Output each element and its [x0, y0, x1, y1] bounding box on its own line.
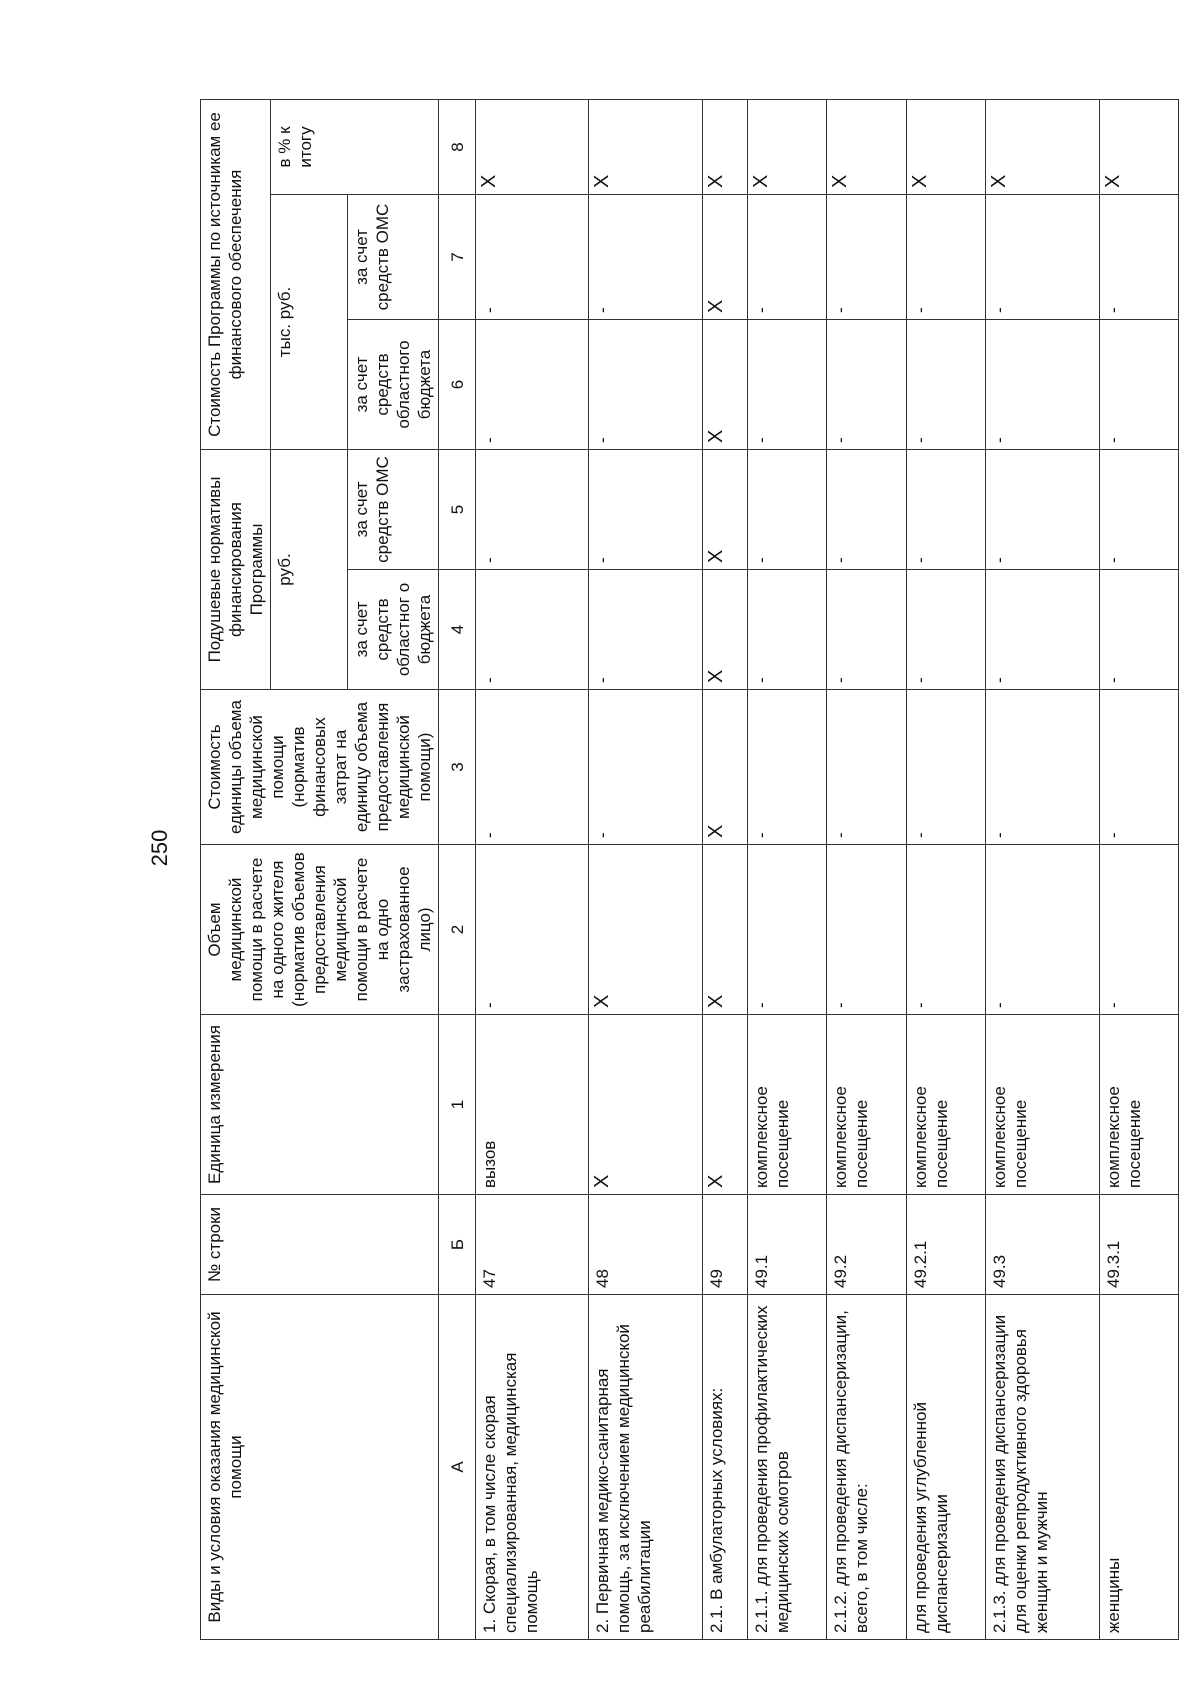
cell-cost-regional: -: [827, 320, 906, 450]
cell-percent-total: X: [986, 99, 1099, 194]
cell-per-capita-oms: X: [702, 450, 747, 570]
cell-unit-cost: -: [986, 690, 1099, 845]
cell-kind: 2.1.2. для проведения диспансеризации, всего, в том числе:: [827, 1295, 906, 1640]
table-row: [1099, 99, 1178, 1639]
cell-per-capita-regional: -: [476, 570, 589, 690]
cell-volume: -: [986, 845, 1099, 1015]
header-percent-total: в % к итогу: [271, 99, 439, 194]
cell-volume: -: [906, 845, 985, 1015]
cell-unit: комплексное посещение: [1099, 1015, 1178, 1195]
cell-per-capita-oms: -: [748, 450, 827, 570]
cell-unit-cost: -: [748, 690, 827, 845]
cell-unit: X: [702, 1015, 747, 1195]
table-body: [476, 99, 1179, 1639]
header-kinds: Виды и условия оказания медицинской помощи: [201, 1295, 439, 1640]
cell-unit-cost: -: [906, 690, 985, 845]
cell-line: 48: [589, 1195, 702, 1295]
cell-unit-cost: -: [827, 690, 906, 845]
header-cost-regional: за счет средств областного бюджета: [348, 320, 439, 450]
header-unit-thousand-rub: тыс. руб.: [271, 195, 348, 450]
cell-kind: 2.1.1. для проведения профилактических медицинских осмотров: [748, 1295, 827, 1640]
cell-percent-total: X: [827, 99, 906, 194]
page-number: 250: [147, 829, 172, 867]
cell-cost-oms: -: [827, 195, 906, 320]
table-row: [986, 99, 1099, 1639]
cell-cost-regional: -: [906, 320, 985, 450]
rotated-table-wrapper: [200, 100, 1144, 1640]
cell-unit-cost: -: [476, 690, 589, 845]
cell-unit-cost: -: [1099, 690, 1178, 845]
cell-per-capita-regional: -: [986, 570, 1099, 690]
cell-cost-oms: -: [748, 195, 827, 320]
cell-cost-regional: -: [986, 320, 1099, 450]
cell-unit-cost: X: [702, 690, 747, 845]
cell-cost-regional: X: [702, 320, 747, 450]
cell-unit: комплексное посещение: [986, 1015, 1099, 1195]
table-row: [589, 99, 702, 1639]
cell-cost-regional: -: [1099, 320, 1178, 450]
cell-cost-oms: -: [476, 195, 589, 320]
column-number: 6: [439, 320, 476, 450]
cell-kind: 2.1. В амбулаторных условиях:: [702, 1295, 747, 1640]
column-number: 7: [439, 195, 476, 320]
cell-volume: X: [702, 845, 747, 1015]
cell-volume: -: [827, 845, 906, 1015]
header-cost-oms: за счет средств ОМС: [348, 195, 439, 320]
header-per-capita-group: Подушевые нормативы финансирования Программы: [201, 450, 271, 690]
header-unit-cost: Стоимость единицы объема медицинской помощи (норматив финансовых затрат на единицу объема предоставления медицинской помощи): [201, 690, 439, 845]
cell-cost-oms: -: [1099, 195, 1178, 320]
cell-cost-regional: -: [589, 320, 702, 450]
column-number: 1: [439, 1015, 476, 1195]
cell-unit: X: [589, 1015, 702, 1195]
cell-per-capita-oms: -: [986, 450, 1099, 570]
cell-cost-oms: -: [589, 195, 702, 320]
header-line-number: № строки: [201, 1195, 439, 1295]
cell-percent-total: X: [589, 99, 702, 194]
header-per-capita-regional: за счет средств областног о бюджета: [348, 570, 439, 690]
cell-per-capita-regional: -: [1099, 570, 1178, 690]
column-number: 4: [439, 570, 476, 690]
cell-cost-oms: -: [986, 195, 1099, 320]
table-row: [906, 99, 985, 1639]
cell-per-capita-oms: -: [827, 450, 906, 570]
header-unit: Единица измерения: [201, 1015, 439, 1195]
cell-cost-oms: -: [906, 195, 985, 320]
cell-per-capita-oms: -: [906, 450, 985, 570]
header-program-cost-group: Стоимость Программы по источникам ее финансового обеспечения: [201, 99, 271, 449]
cell-unit: вызов: [476, 1015, 589, 1195]
cell-per-capita-regional: -: [827, 570, 906, 690]
cell-kind: 1. Скорая, в том числе скорая специализированная, медицинская помощь: [476, 1295, 589, 1640]
column-number-row: [439, 99, 476, 1639]
cell-kind: для проведения углубленной диспансеризации: [906, 1295, 985, 1640]
cell-unit: комплексное посещение: [906, 1015, 985, 1195]
cell-per-capita-regional: -: [589, 570, 702, 690]
cell-percent-total: X: [748, 99, 827, 194]
cell-cost-regional: -: [476, 320, 589, 450]
cell-line: 49.1: [748, 1195, 827, 1295]
cell-line: 49: [702, 1195, 747, 1295]
cell-kind: 2. Первичная медико-санитарная помощь, за исключением медицинской реабилитации: [589, 1295, 702, 1640]
cell-per-capita-oms: -: [1099, 450, 1178, 570]
table-row: [702, 99, 747, 1639]
cell-per-capita-regional: -: [906, 570, 985, 690]
cell-kind: женщины: [1099, 1295, 1178, 1640]
cell-kind: 2.1.3. для проведения диспансеризации для оценки репродуктивного здоровья женщин и мужчин: [986, 1295, 1099, 1640]
table-header: [201, 99, 476, 1639]
cell-percent-total: X: [476, 99, 589, 194]
header-unit-rub: руб.: [271, 450, 348, 690]
cell-per-capita-oms: -: [476, 450, 589, 570]
header-per-capita-oms: за счет средств ОМС: [348, 450, 439, 570]
column-number: 8: [439, 99, 476, 194]
table-row: [827, 99, 906, 1639]
cell-percent-total: X: [702, 99, 747, 194]
column-number: Б: [439, 1195, 476, 1295]
cell-line: 49.2.1: [906, 1195, 985, 1295]
cell-unit: комплексное посещение: [827, 1015, 906, 1195]
cell-volume: X: [589, 845, 702, 1015]
cell-cost-oms: X: [702, 195, 747, 320]
cell-line: 49.2: [827, 1195, 906, 1295]
cell-cost-regional: -: [748, 320, 827, 450]
column-number: 5: [439, 450, 476, 570]
column-number: 2: [439, 845, 476, 1015]
cell-per-capita-regional: X: [702, 570, 747, 690]
column-number: 3: [439, 690, 476, 845]
cell-unit: комплексное посещение: [748, 1015, 827, 1195]
cell-volume: -: [1099, 845, 1178, 1015]
cell-unit-cost: -: [589, 690, 702, 845]
cell-line: 49.3.1: [1099, 1195, 1178, 1295]
financing-table: [200, 99, 1179, 1640]
cell-line: 47: [476, 1195, 589, 1295]
cell-volume: -: [476, 845, 589, 1015]
table-row: [748, 99, 827, 1639]
cell-line: 49.3: [986, 1195, 1099, 1295]
cell-per-capita-regional: -: [748, 570, 827, 690]
column-number: А: [439, 1295, 476, 1640]
header-volume: Объем медицинской помощи в расчете на одного жителя (норматив объемов предоставления медицинской помощи в расчете на одно застрахованное лицо): [201, 845, 439, 1015]
cell-volume: -: [748, 845, 827, 1015]
cell-per-capita-oms: -: [589, 450, 702, 570]
table-row: [476, 99, 589, 1639]
cell-percent-total: X: [1099, 99, 1178, 194]
cell-percent-total: X: [906, 99, 985, 194]
